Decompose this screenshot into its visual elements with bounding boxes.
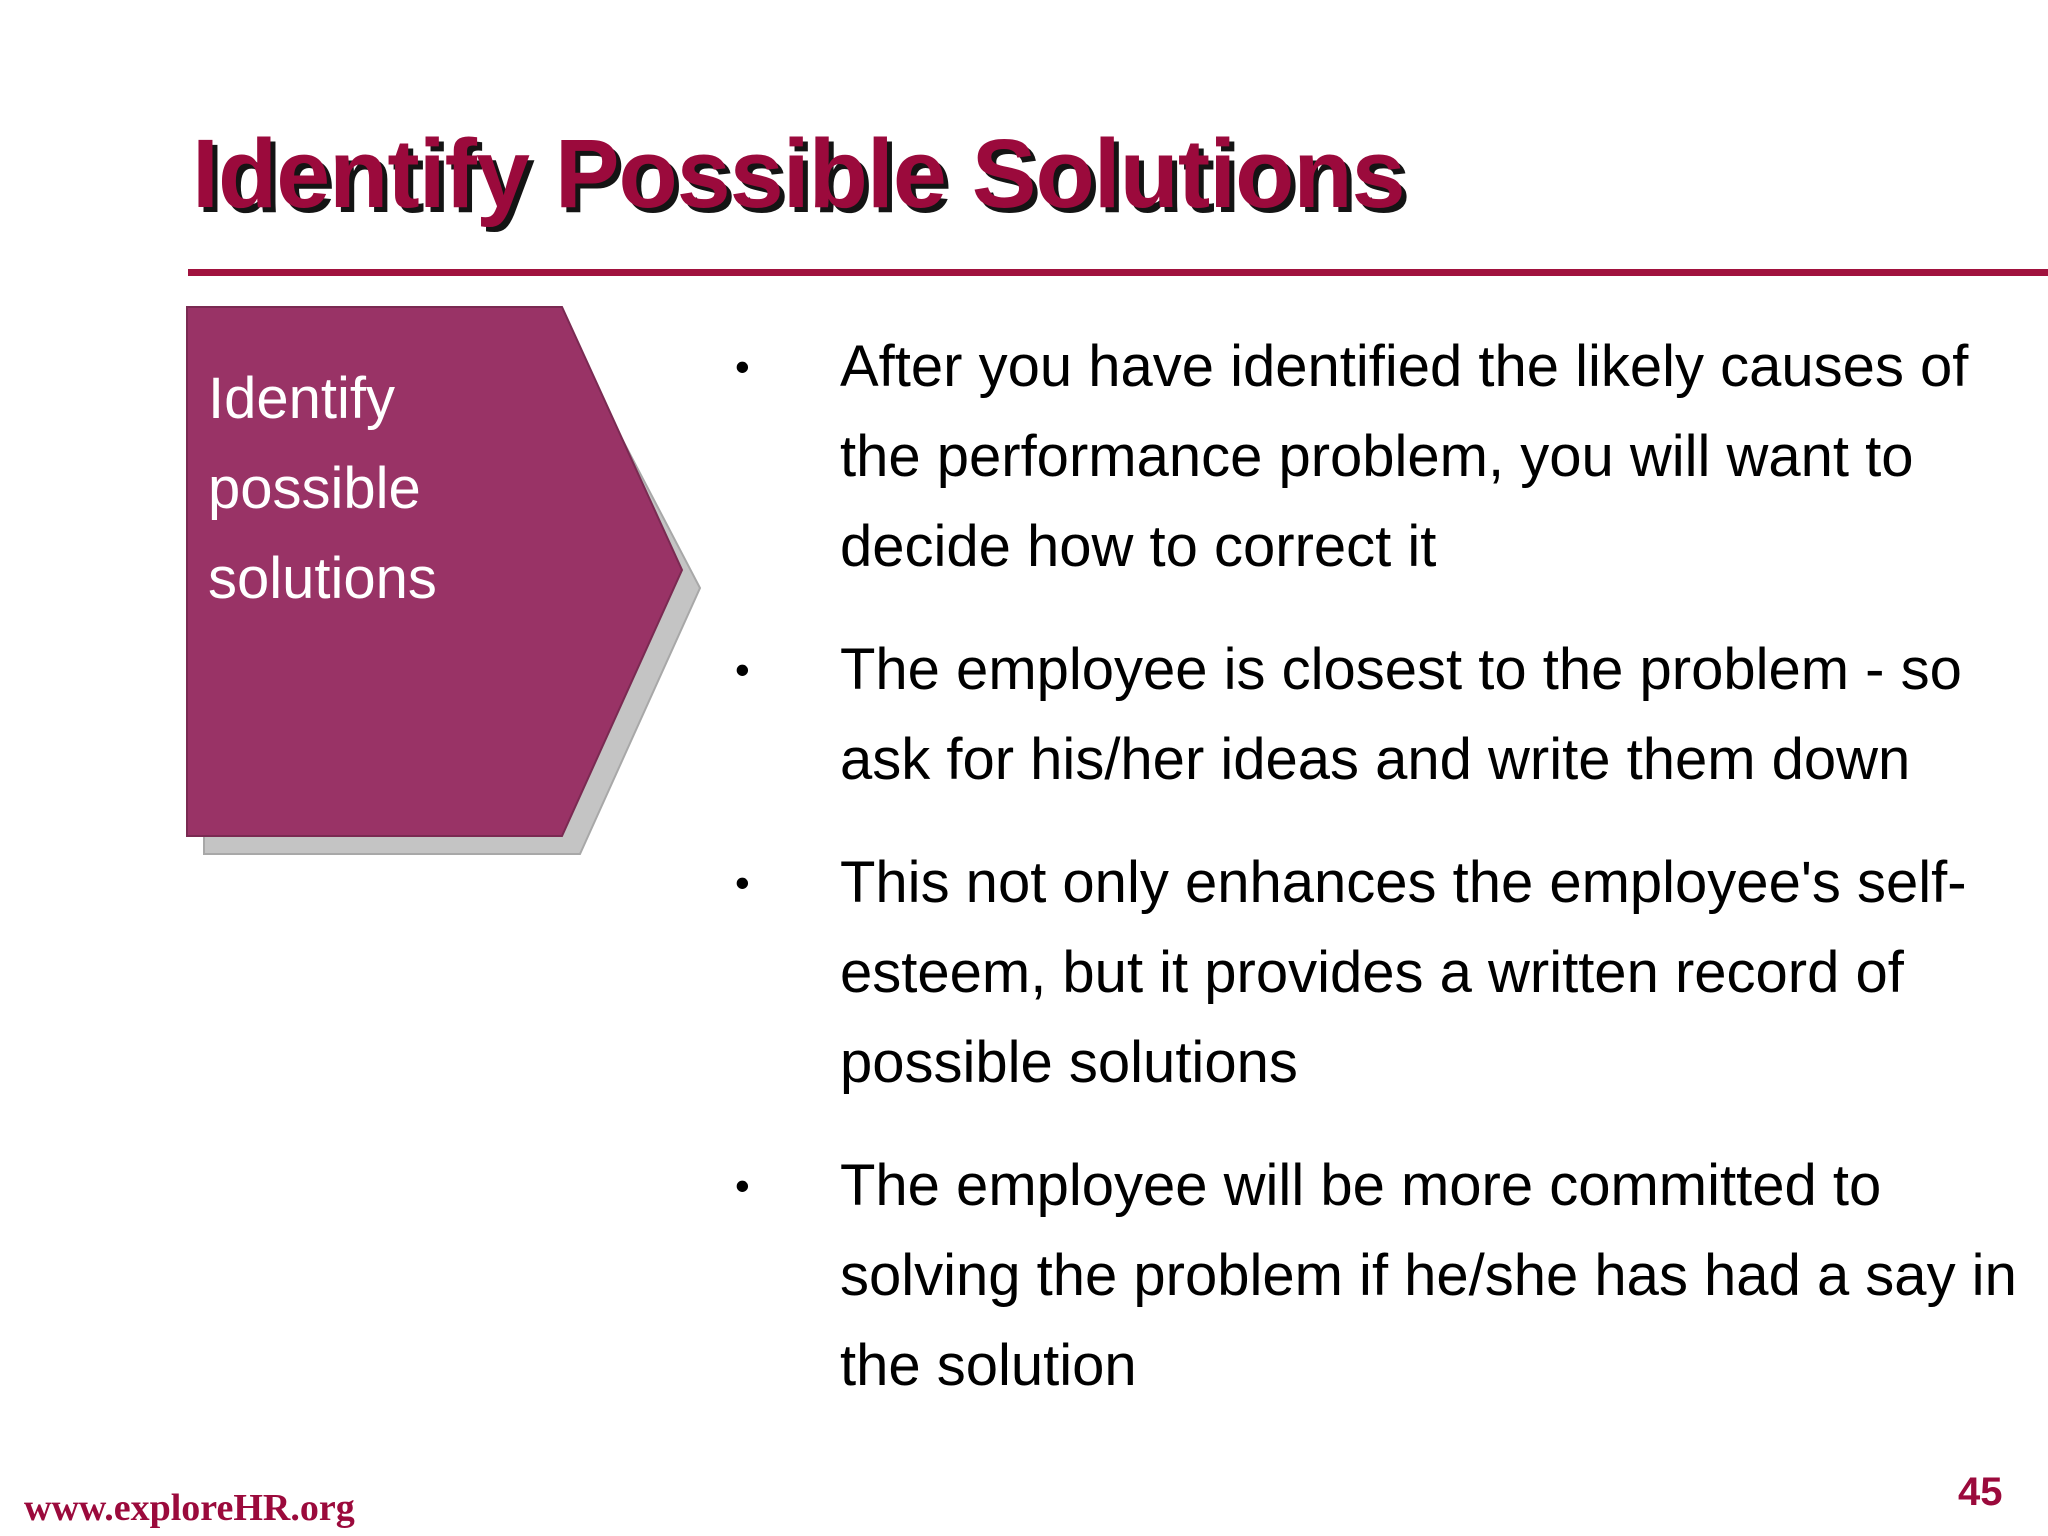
step-arrow xyxy=(186,306,706,856)
slide-title: Identify Possible Solutions xyxy=(192,119,1405,228)
bullet-text: After you have identified the likely causes of the performance problem, you will want to decide how to correct it xyxy=(840,334,1969,579)
bullet-list xyxy=(735,322,2035,1444)
footer-url[interactable]: www.exploreHR.org xyxy=(24,1487,355,1529)
bullet-text: The employee is closest to the problem - so ask for his/her ideas and write them down xyxy=(840,637,1962,792)
bullet-text: This not only enhances the employee's self-esteem, but it provides a written record of possible solutions xyxy=(840,850,1967,1095)
bullet-icon: • xyxy=(735,343,750,390)
bullet-text: The employee will be more committed to solving the problem if he/she has had a say in the solution xyxy=(840,1153,2017,1398)
title-divider xyxy=(188,269,2048,276)
bullet-item xyxy=(735,625,2035,805)
bullet-item xyxy=(735,838,2035,1108)
step-label: Identify possible solutions xyxy=(208,366,437,611)
bullet-item xyxy=(735,322,2035,592)
bullet-icon: • xyxy=(735,859,750,906)
bullet-item xyxy=(735,1141,2035,1411)
page-number: 45 xyxy=(1958,1470,2003,1514)
bullet-icon: • xyxy=(735,1162,750,1209)
bullet-icon: • xyxy=(735,646,750,693)
